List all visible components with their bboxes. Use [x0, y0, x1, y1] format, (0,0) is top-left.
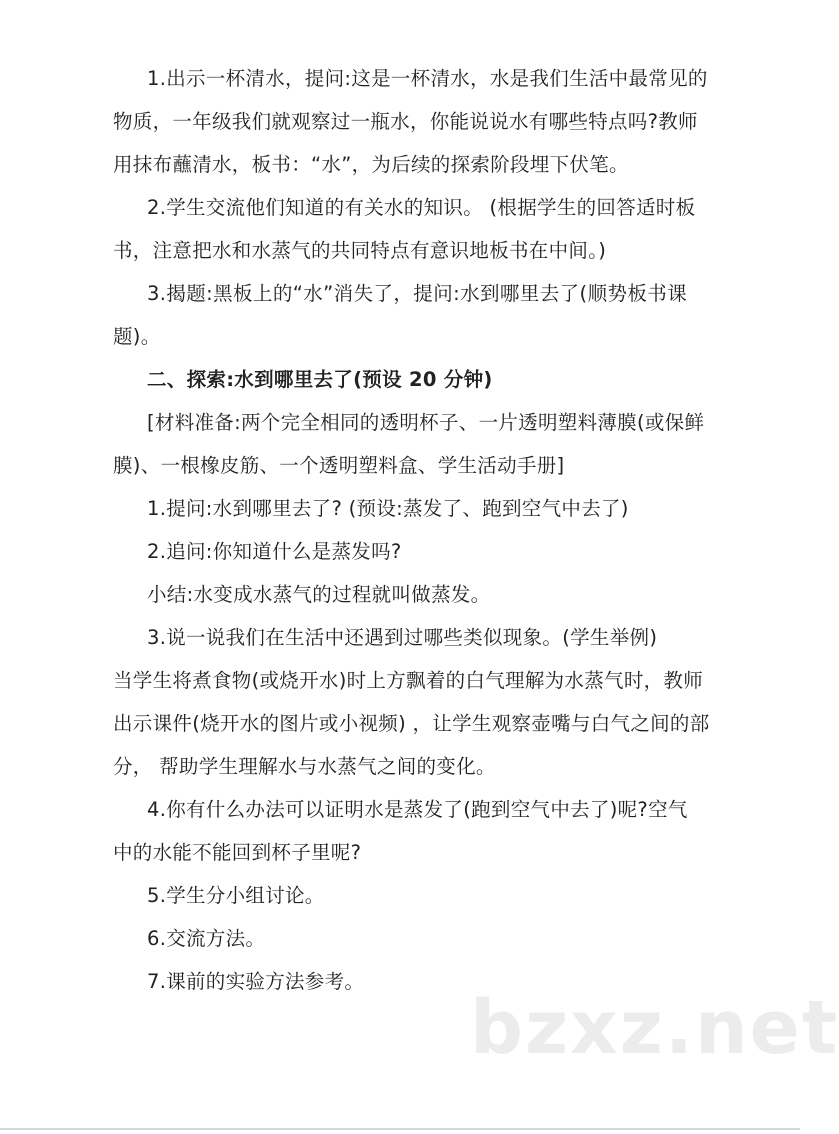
text-line: 2.学生交流他们知道的有关水的知识。 (根据学生的回答适时板 — [147, 196, 696, 219]
section-heading — [113, 358, 687, 401]
text-line: 中的水能不能回到杯子里呢? — [113, 841, 362, 864]
paragraph-follow-up: 2.追问:你知道什么是蒸发吗? — [147, 540, 402, 563]
text-line: 用抹布蘸清水，板书：“水”，为后续的探索阶段埋下伏笔。 — [113, 153, 629, 176]
text-line: 书，注意把水和水蒸气的共同特点有意识地板书在中间。) — [113, 239, 607, 262]
paragraph-4 — [113, 788, 687, 874]
paragraph-3 — [113, 272, 687, 358]
heading-text: 二、探索:水到哪里去了(预设 20 分钟) — [147, 368, 493, 391]
text-line: 膜)、一根橡皮筋、一个透明塑料盒、学生活动手册] — [113, 454, 565, 477]
materials-paragraph — [113, 401, 705, 487]
paragraph-2 — [113, 186, 696, 272]
paragraph-7: 7.课前的实验方法参考。 — [147, 970, 365, 993]
paragraph-question: 1.提问:水到哪里去了? (预设:蒸发了、跑到空气中去了) — [147, 497, 629, 520]
text-line: 3.揭题:黑板上的“水”消失了，提问:水到哪里去了(顺势板书课 — [147, 282, 687, 305]
paragraph-summary: 小结:水变成水蒸气的过程就叫做蒸发。 — [147, 583, 491, 606]
text-line: 1.出示一杯清水，提问:这是一杯清水，水是我们生活中最常见的 — [147, 67, 708, 90]
text-line: 4.你有什么办法可以证明水是蒸发了(跑到空气中去了)呢?空气 — [147, 798, 688, 821]
watermark: bzxz.net — [470, 985, 839, 1071]
text-line: 当学生将煮食物(或烧开水)时上方飘着的白气理解为水蒸气时，教师 — [113, 669, 704, 692]
text-line: 物质，一年级我们就观察过一瓶水，你能说说水有哪些特点吗?教师 — [113, 110, 698, 133]
paragraph-5: 5.学生分小组讨论。 — [147, 884, 325, 907]
document-body — [113, 57, 710, 1003]
paragraph-1 — [113, 57, 708, 186]
paragraph-examples: 3.说一说我们在生活中还遇到过哪些类似现象。(学生举例) — [147, 626, 658, 649]
page-bottom-border — [0, 1128, 800, 1130]
paragraph-courseware — [113, 659, 710, 788]
paragraph-6: 6.交流方法。 — [147, 927, 266, 950]
text-line: 题)。 — [113, 325, 161, 348]
text-line: [材料准备:两个完全相同的透明杯子、一片透明塑料薄膜(或保鲜 — [147, 411, 705, 434]
text-line: 分， 帮助学生理解水与水蒸气之间的变化。 — [113, 755, 496, 778]
text-line: 出示课件(烧开水的图片或小视频) ，让学生观察壶嘴与白气之间的部 — [113, 712, 710, 735]
